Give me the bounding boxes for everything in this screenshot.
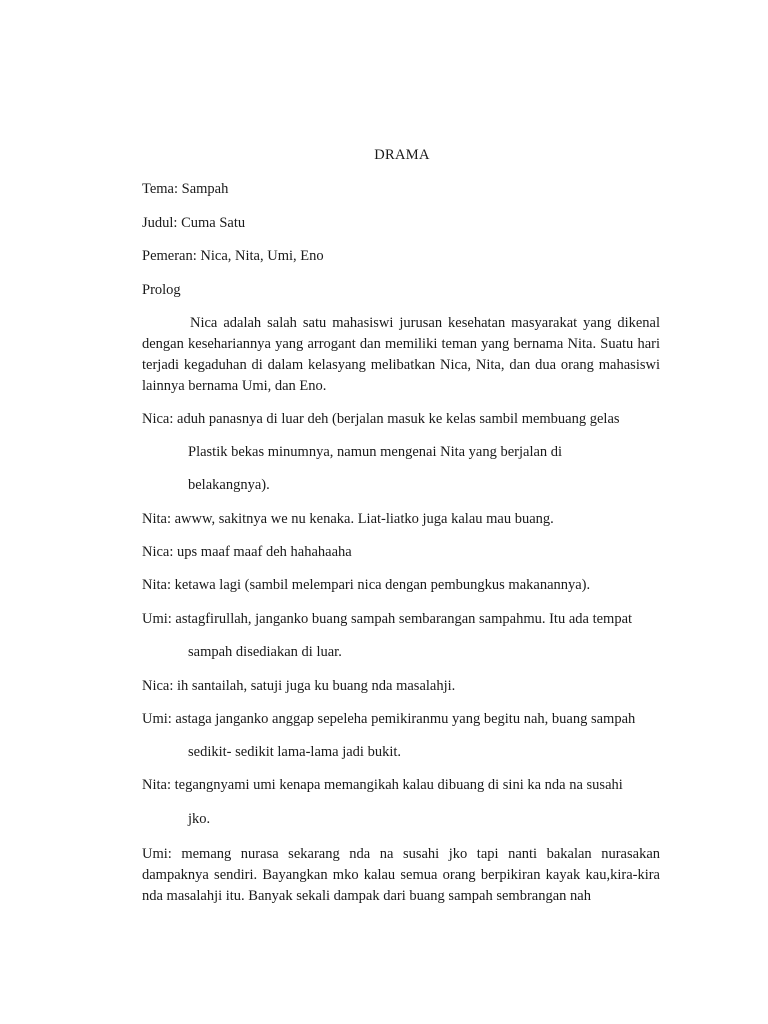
dialogue-continuation: Plastik bekas minumnya, namun mengenai Nita yang berjalan di <box>188 444 563 460</box>
dialogue-continuation: sampah disediakan di luar. <box>188 644 342 660</box>
dialogue-line: Nita: awww, sakitnya we nu kenaka. Liat-liatko juga kalau mau buang. <box>142 511 554 527</box>
dialogue-line: Nita: ketawa lagi (sambil melempari nica dengan pembungkus makanannya). <box>142 577 591 593</box>
dialogue-continuation: sedikit- sedikit lama-lama jadi bukit. <box>188 744 402 760</box>
dialogue-line: Umi: astagfirullah, janganko buang sampah sembarangan sampahmu. Itu ada tempat <box>142 611 633 627</box>
dialogue-continuation: jko. <box>188 811 211 827</box>
dialogue-line: Nica: ih santailah, satuji juga ku buang nda masalahji. <box>142 678 456 694</box>
prolog-paragraph: Nica adalah salah satu mahasiswi jurusan kesehatan masyarakat yang dikenal dengan kesehariannya yang arrogant dan memiliki teman yang bernama Nita. Suatu hari terjadi kegaduhan di dalam kelasyang melibatkan Nica, Nita, dan dua orang mahasiswi lainnya bernama Umi, dan Eno. <box>142 315 660 394</box>
document-title: DRAMA <box>374 147 430 163</box>
meta-tema: Tema: Sampah <box>142 181 229 197</box>
dialogue-line: Nita: tegangnyami umi kenapa memangikah kalau dibuang di sini ka nda na susahi <box>142 777 623 793</box>
dialogue-paragraph: Umi: memang nurasa sekarang nda na susahi jko tapi nanti bakalan nurasakan dampaknya sendiri. Bayangkan mko kalau semua orang berpikiran kayak kau,kira-kira nda masalahji itu. Banyak sekali dampak dari buang sampah sembrangan nah <box>142 846 660 904</box>
meta-judul: Judul: Cuma Satu <box>142 215 246 231</box>
dialogue-continuation: belakangnya). <box>188 477 270 493</box>
dialogue-line: Nica: ups maaf maaf deh hahahaaha <box>142 544 352 560</box>
dialogue-line: Nica: aduh panasnya di luar deh (berjalan masuk ke kelas sambil membuang gelas <box>142 411 620 427</box>
meta-pemeran: Pemeran: Nica, Nita, Umi, Eno <box>142 248 324 264</box>
prolog-heading: Prolog <box>142 282 181 298</box>
dialogue-line: Umi: astaga janganko anggap sepeleha pemikiranmu yang begitu nah, buang sampah <box>142 711 636 727</box>
